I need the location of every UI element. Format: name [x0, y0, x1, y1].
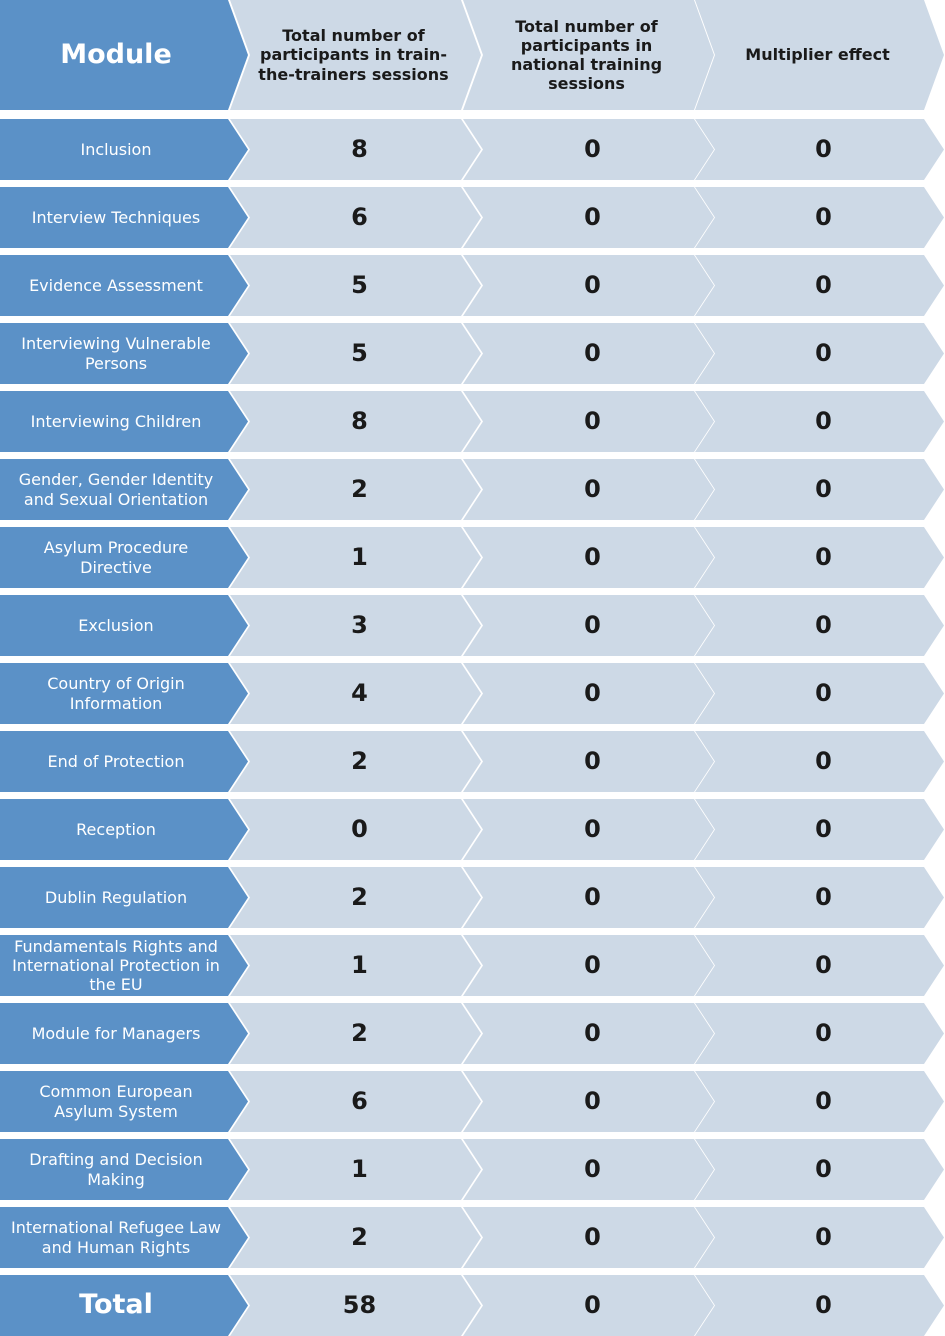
header-national-training-text: Total number of participants in national training sessions	[510, 16, 663, 94]
national-training-value	[463, 935, 714, 996]
table-row	[0, 799, 945, 860]
module-name-text: International Refugee Law and Human Rights	[11, 1218, 221, 1257]
national-training-value-text: 0	[584, 815, 601, 844]
header-national-training	[463, 0, 714, 110]
table-row	[0, 935, 945, 996]
national-training-value-text: 0	[584, 679, 601, 708]
module-name-text: Evidence Assessment	[29, 275, 203, 295]
national-training-value-text: 0	[584, 747, 601, 776]
national-training-value-text: 0	[584, 1019, 601, 1048]
multiplier-value-text: 0	[815, 883, 832, 912]
multiplier-value-text: 0	[815, 339, 832, 368]
train-the-trainers-value	[230, 1003, 481, 1064]
module-name	[0, 527, 248, 588]
train-the-trainers-value	[230, 663, 481, 724]
multiplier-value-text: 0	[815, 951, 832, 980]
total-row	[0, 1275, 945, 1336]
national-training-value	[463, 527, 714, 588]
train-the-trainers-value-text: 3	[351, 611, 368, 640]
module-name	[0, 187, 248, 248]
table-row	[0, 731, 945, 792]
multiplier-value	[695, 731, 944, 792]
multiplier-value	[695, 459, 944, 520]
module-name-text: Asylum Procedure Directive	[43, 538, 189, 577]
multiplier-value-text: 0	[815, 679, 832, 708]
national-training-value-text: 0	[584, 271, 601, 300]
multiplier-value	[695, 1139, 944, 1200]
module-name	[0, 255, 248, 316]
table-row	[0, 1207, 945, 1268]
total-label	[0, 1275, 248, 1336]
national-training-value-text: 0	[584, 1155, 601, 1184]
train-the-trainers-value-text: 0	[351, 815, 368, 844]
national-training-value	[463, 323, 714, 384]
multiplier-value	[695, 323, 944, 384]
train-the-trainers-value	[230, 867, 481, 928]
module-name-text: Fundamentals Rights and International Protection in the EU	[12, 936, 220, 995]
national-training-value	[463, 391, 714, 452]
multiplier-value-text: 0	[815, 815, 832, 844]
module-name-text: Gender, Gender Identity and Sexual Orientation	[18, 470, 214, 509]
module-name	[0, 1071, 248, 1132]
header-module	[0, 0, 248, 110]
multiplier-value-text: 0	[815, 1223, 832, 1252]
table-row	[0, 1003, 945, 1064]
train-the-trainers-value-text: 6	[351, 203, 368, 232]
table-row	[0, 867, 945, 928]
total-train-the-trainers	[230, 1275, 481, 1336]
national-training-value-text: 0	[584, 883, 601, 912]
train-the-trainers-value-text: 1	[351, 543, 368, 572]
national-training-value-text: 0	[584, 203, 601, 232]
train-the-trainers-value	[230, 1207, 481, 1268]
total-national-training	[463, 1275, 714, 1336]
train-the-trainers-value-text: 8	[351, 407, 368, 436]
multiplier-value	[695, 867, 944, 928]
module-name-text: Interviewing Children	[30, 411, 202, 431]
module-name	[0, 391, 248, 452]
module-name-text: Inclusion	[80, 139, 152, 159]
module-name	[0, 663, 248, 724]
train-the-trainers-value	[230, 323, 481, 384]
national-training-value	[463, 595, 714, 656]
table-row	[0, 1071, 945, 1132]
table-row	[0, 1139, 945, 1200]
multiplier-value-text: 0	[815, 135, 832, 164]
train-the-trainers-value-text: 1	[351, 1155, 368, 1184]
module-name-text: End of Protection	[47, 751, 185, 771]
multiplier-value-text: 0	[815, 475, 832, 504]
national-training-value	[463, 1003, 714, 1064]
header-row	[0, 0, 945, 110]
module-name	[0, 119, 248, 180]
multiplier-value	[695, 595, 944, 656]
national-training-value-text: 0	[584, 1223, 601, 1252]
multiplier-value-text: 0	[815, 611, 832, 640]
train-the-trainers-value	[230, 1139, 481, 1200]
module-name	[0, 459, 248, 520]
module-name-text: Drafting and Decision Making	[29, 1150, 203, 1189]
train-the-trainers-value-text: 2	[351, 747, 368, 776]
multiplier-value	[695, 1003, 944, 1064]
national-training-value	[463, 459, 714, 520]
header-train-the-trainers	[230, 0, 481, 110]
table-row	[0, 459, 945, 520]
train-the-trainers-value-text: 6	[351, 1087, 368, 1116]
train-the-trainers-value	[230, 255, 481, 316]
total-train-the-trainers-text: 58	[342, 1291, 377, 1320]
train-the-trainers-value	[230, 459, 481, 520]
multiplier-value	[695, 935, 944, 996]
train-the-trainers-value	[230, 799, 481, 860]
table-row	[0, 323, 945, 384]
national-training-value	[463, 1207, 714, 1268]
multiplier-value-text: 0	[815, 747, 832, 776]
multiplier-value	[695, 255, 944, 316]
multiplier-value	[695, 527, 944, 588]
header-multiplier-effect	[695, 0, 944, 110]
module-name-text: Module for Managers	[31, 1023, 201, 1043]
multiplier-value	[695, 187, 944, 248]
train-the-trainers-value	[230, 187, 481, 248]
national-training-value	[463, 119, 714, 180]
multiplier-value	[695, 799, 944, 860]
train-the-trainers-value-text: 4	[351, 679, 368, 708]
train-the-trainers-value	[230, 1071, 481, 1132]
module-name	[0, 935, 248, 996]
national-training-value-text: 0	[584, 543, 601, 572]
multiplier-value	[695, 1207, 944, 1268]
national-training-value-text: 0	[584, 475, 601, 504]
multiplier-value-text: 0	[815, 1019, 832, 1048]
train-the-trainers-value-text: 5	[351, 271, 368, 300]
module-name	[0, 1207, 248, 1268]
table-row	[0, 527, 945, 588]
module-name-text: Exclusion	[78, 615, 154, 635]
total-label-text: Total	[79, 1289, 153, 1321]
header-module-text: Module	[60, 38, 172, 70]
train-the-trainers-value	[230, 731, 481, 792]
module-name	[0, 323, 248, 384]
train-the-trainers-value-text: 5	[351, 339, 368, 368]
national-training-value-text: 0	[584, 951, 601, 980]
table-row	[0, 187, 945, 248]
multiplier-value	[695, 1071, 944, 1132]
train-the-trainers-value-text: 1	[351, 951, 368, 980]
train-the-trainers-value-text: 2	[351, 1019, 368, 1048]
module-name-text: Common European Asylum System	[39, 1082, 193, 1121]
module-name-text: Dublin Regulation	[44, 887, 188, 907]
module-name-text: Country of Origin Information	[47, 674, 185, 713]
multiplier-value	[695, 119, 944, 180]
multiplier-value-text: 0	[815, 1155, 832, 1184]
train-the-trainers-value-text: 2	[351, 883, 368, 912]
module-name-text: Interview Techniques	[31, 207, 201, 227]
module-name-text: Reception	[76, 819, 156, 839]
train-the-trainers-value	[230, 935, 481, 996]
header-multiplier-effect-text: Multiplier effect	[745, 45, 890, 65]
train-the-trainers-value	[230, 527, 481, 588]
multiplier-value-text: 0	[815, 203, 832, 232]
national-training-value	[463, 799, 714, 860]
table-row	[0, 595, 945, 656]
national-training-value	[463, 731, 714, 792]
national-training-value-text: 0	[584, 135, 601, 164]
multiplier-value	[695, 663, 944, 724]
national-training-value	[463, 187, 714, 248]
total-multiplier	[695, 1275, 944, 1336]
national-training-value	[463, 255, 714, 316]
module-name-text: Interviewing Vulnerable Persons	[21, 334, 211, 373]
multiplier-value-text: 0	[815, 407, 832, 436]
national-training-value-text: 0	[584, 1087, 601, 1116]
table-row	[0, 391, 945, 452]
module-name	[0, 867, 248, 928]
national-training-value	[463, 663, 714, 724]
national-training-value	[463, 1139, 714, 1200]
train-the-trainers-value-text: 8	[351, 135, 368, 164]
total-multiplier-text: 0	[815, 1291, 832, 1320]
table-row	[0, 663, 945, 724]
multiplier-value	[695, 391, 944, 452]
module-name	[0, 799, 248, 860]
national-training-value	[463, 867, 714, 928]
train-the-trainers-value-text: 2	[351, 1223, 368, 1252]
train-the-trainers-value	[230, 595, 481, 656]
train-the-trainers-value-text: 2	[351, 475, 368, 504]
header-train-the-trainers-text: Total number of participants in train-the-trainers sessions	[258, 26, 449, 84]
module-name	[0, 1139, 248, 1200]
national-training-value	[463, 1071, 714, 1132]
module-name	[0, 731, 248, 792]
module-name	[0, 595, 248, 656]
total-national-training-text: 0	[584, 1291, 601, 1320]
multiplier-value-text: 0	[815, 271, 832, 300]
module-name	[0, 1003, 248, 1064]
national-training-value-text: 0	[584, 339, 601, 368]
multiplier-value-text: 0	[815, 543, 832, 572]
train-the-trainers-value	[230, 391, 481, 452]
table-row	[0, 255, 945, 316]
national-training-value-text: 0	[584, 611, 601, 640]
table-row	[0, 119, 945, 180]
multiplier-value-text: 0	[815, 1087, 832, 1116]
train-the-trainers-value	[230, 119, 481, 180]
national-training-value-text: 0	[584, 407, 601, 436]
